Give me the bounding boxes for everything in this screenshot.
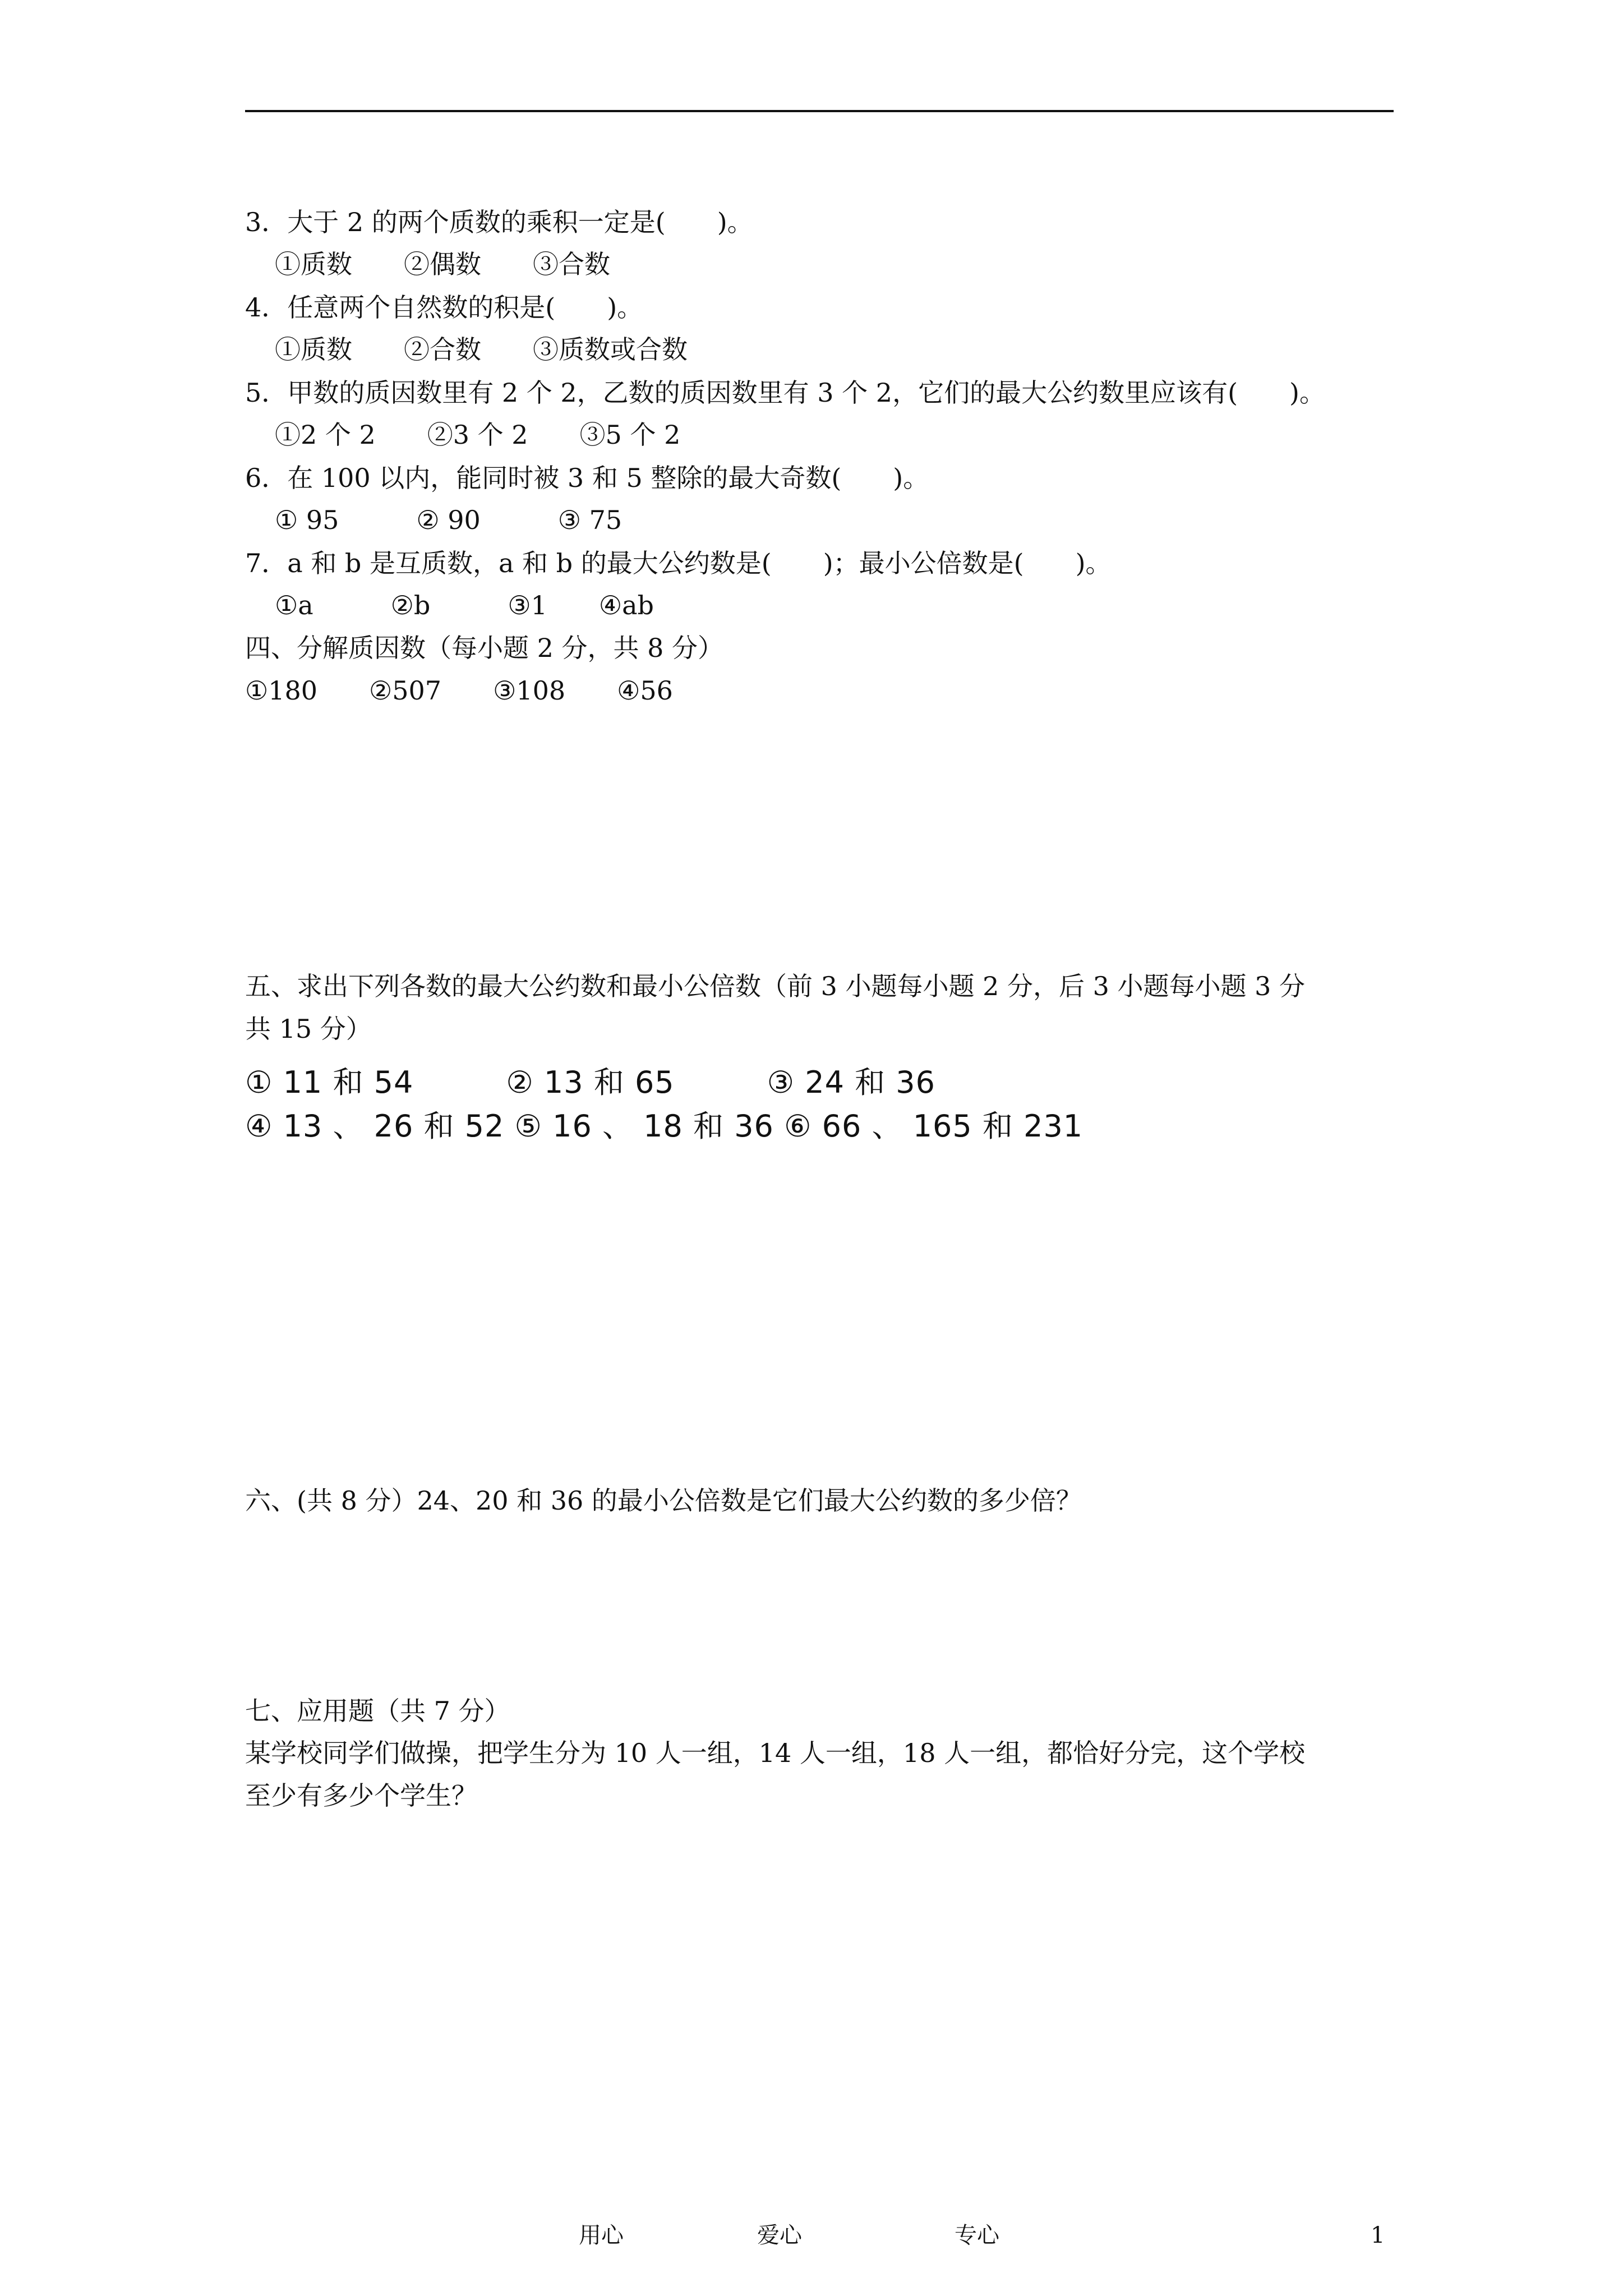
question-3: 3．大于 2 的两个质数的乘积一定是( )。 xyxy=(245,207,753,237)
footer-left: 用心 xyxy=(579,2223,624,2248)
section-5-row2: ④ 13 、 26 和 52 ⑤ 16 、 18 和 36 ⑥ 66 、 165 和 231 xyxy=(245,1108,1083,1144)
footer-middle: 爱心 xyxy=(757,2223,802,2248)
question-5-options: ①2 个 2 ②3 个 2 ③5 个 2 xyxy=(275,420,681,450)
section-7-line1: 某学校同学们做操，把学生分为 10 人一组，14 人一组，18 人一组，都恰好分完，这个学校 xyxy=(245,1738,1306,1768)
question-4-options: ①质数 ②合数 ③质数或合数 xyxy=(275,334,688,365)
question-4: 4．任意两个自然数的积是( )。 xyxy=(245,292,643,323)
section-7-heading: 七、应用题（共 7 分） xyxy=(245,1696,510,1726)
section-7-line2: 至少有多少个学生？ xyxy=(245,1780,477,1811)
question-7-options: ①a ②b ③1 ④ab xyxy=(275,590,654,620)
header-rule xyxy=(245,110,1394,112)
question-3-options: ①质数 ②偶数 ③合数 xyxy=(275,249,610,279)
section-6-heading: 六、(共 8 分）24、20 和 36 的最小公倍数是它们最大公约数的多少倍？ xyxy=(245,1485,1082,1516)
question-5: 5．甲数的质因数里有 2 个 2，乙数的质因数里有 3 个 2，它们的最大公约数里应该有( )。 xyxy=(245,378,1325,408)
question-7: 7．a 和 b 是互质数，a 和 b 的最大公约数是( )；最小公倍数是( )。 xyxy=(245,548,1112,578)
footer-right: 专心 xyxy=(955,2223,999,2248)
question-6: 6．在 100 以内，能同时被 3 和 5 整除的最大奇数( )。 xyxy=(245,463,929,493)
section-5-heading-line2: 共 15 分） xyxy=(245,1014,372,1044)
section-4-items: ①180 ②507 ③108 ④56 xyxy=(245,675,673,706)
page-number: 1 xyxy=(1371,2223,1385,2248)
question-6-options: ① 95 ② 90 ③ 75 xyxy=(275,505,623,535)
section-5-heading-line1: 五、求出下列各数的最大公约数和最小公倍数（前 3 小题每小题 2 分，后 3 小题每小题 3 分 xyxy=(245,971,1306,1001)
section-4-heading: 四、分解质因数（每小题 2 分，共 8 分） xyxy=(245,633,724,663)
section-5-row1: ① 11 和 54 ② 13 和 65 ③ 24 和 36 xyxy=(245,1065,935,1100)
